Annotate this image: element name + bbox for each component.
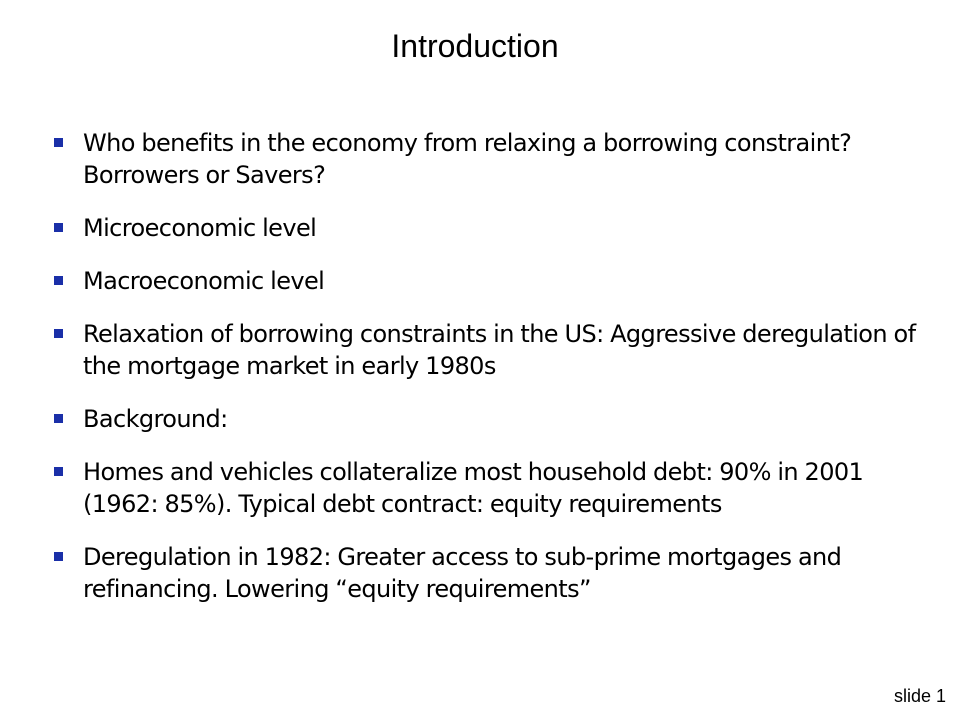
bullet-text: Homes and vehicles collateralize most household debt: 90% in 2001 (1962: 85%). Typical debt contract: equity requirements [83,458,864,518]
bullet-text: Microeconomic level [83,214,317,242]
bullet-item [54,212,934,244]
bullet-text: Background: [83,405,228,433]
square-bullet-icon [54,414,63,423]
square-bullet-icon [54,138,63,147]
square-bullet-icon [54,223,63,232]
bullet-item [54,541,934,605]
bullet-item [54,403,934,435]
square-bullet-icon [54,467,63,476]
square-bullet-icon [54,329,63,338]
bullet-text: Macroeconomic level [83,267,325,295]
bullet-text: Relaxation of borrowing constraints in the US: Aggressive deregulation of the mortgage market in early 1980s [83,320,916,380]
bullet-item [54,318,934,382]
bullet-text: Who benefits in the economy from relaxing a borrowing constraint? Borrowers or Savers? [83,129,852,189]
bullet-list [54,127,934,626]
bullet-item [54,265,934,297]
slide-number: slide 1 [893,686,946,706]
square-bullet-icon [54,552,63,561]
slide-title: Introduction [391,28,559,64]
square-bullet-icon [54,276,63,285]
bullet-text: Deregulation in 1982: Greater access to sub-prime mortgages and refinancing. Lowering “equity requirements” [83,543,842,603]
bullet-item [54,456,934,520]
bullet-item [54,127,934,191]
